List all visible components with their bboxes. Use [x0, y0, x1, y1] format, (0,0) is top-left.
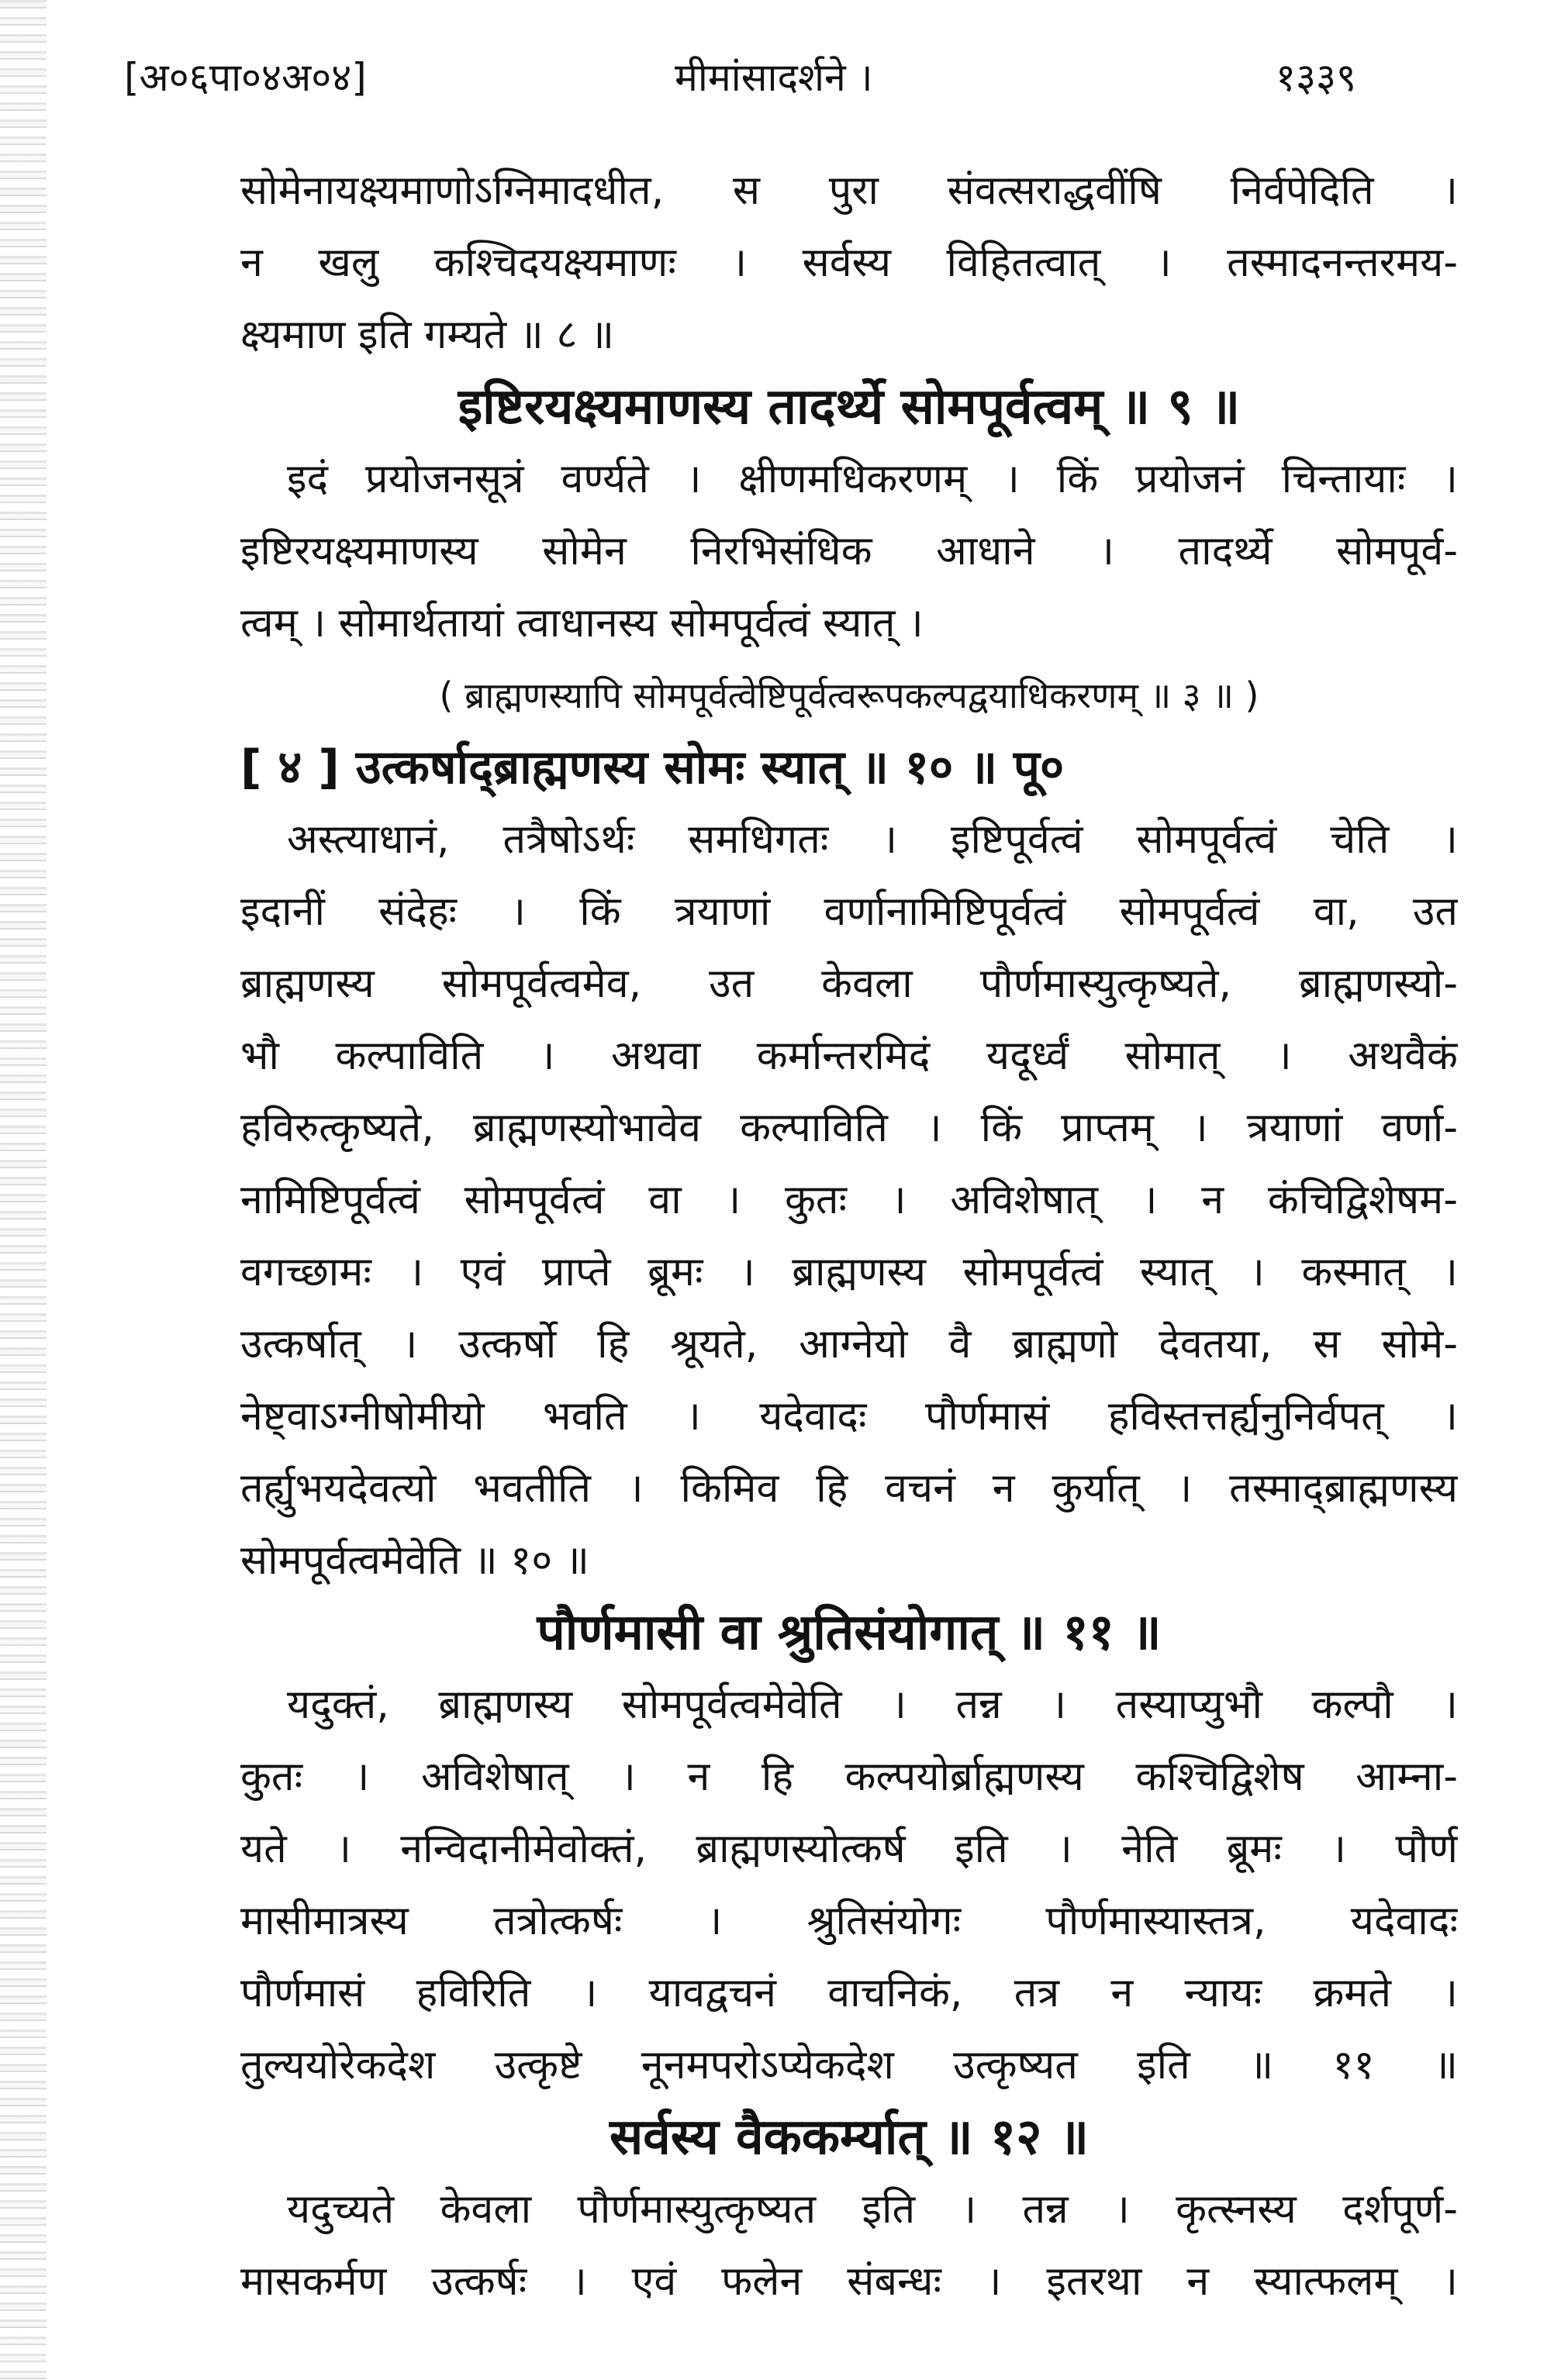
text-line: मासकर्मण उत्कर्षः । एवं फलेन संबन्धः । इतरथा न स्यात्फलम् ।: [240, 2258, 1458, 2305]
text-line: हविरुत्कृष्यते, ब्राह्मणस्योभावेव कल्पाविति । किं प्राप्तम् । त्रयाणां वर्णा-: [240, 1105, 1458, 1151]
text-line: न खलु कश्चिदयक्ष्यमाणः । सर्वस्य विहितत्वात् । तस्मादनन्तरमय-: [240, 240, 1458, 286]
scanned-page-edge: [0, 0, 47, 2380]
text-line: इदं प्रयोजनसूत्रं वर्ण्यते । क्षीणमधिकरणम् । किं प्रयोजनं चिन्तायाः ।: [287, 456, 1458, 502]
text-line: यदुक्तं, ब्राह्मणस्य सोमपूर्वत्वमेवेति । तन्न । तस्याप्युभौ कल्पौ ।: [287, 1682, 1458, 1728]
sutra-heading: सर्वस्य वैककर्म्यात् ॥ १२ ॥: [609, 2109, 1090, 2166]
text-line: तर्ह्युभयदेवत्यो भवतीति । किमिव हि वचनं न कुर्यात् । तस्माद्ब्राह्मणस्य: [240, 1465, 1458, 1512]
body-text: [240, 155, 1458, 2318]
text-line: सोमपूर्वत्वमेवेति ॥ १० ॥: [240, 1537, 589, 1584]
sutra-heading: पौर्णमासी वा श्रुतिसंयोगात् ॥ ११ ॥: [537, 1604, 1162, 1661]
text-line: इदानीं संदेहः । किं त्रयाणां वर्णानामिष्टिपूर्वत्वं सोमपूर्वत्वं वा, उत: [240, 888, 1458, 935]
text-line: अस्त्याधानं, तत्रैषोऽर्थः समधिगतः । इष्टिपूर्वत्वं सोमपूर्वत्वं चेति ।: [287, 816, 1458, 863]
adhikarana-title: ( ब्राह्मणस्यापि सोमपूर्वत्वेष्टिपूर्वत्वरूपकल्पद्वयाधिकरणम् ॥ ३ ॥ ): [439, 674, 1259, 716]
text-line: ब्राह्मणस्य सोमपूर्वत्वमेव, उत केवला पौर्णमास्युत्कृष्यते, ब्राह्मणस्यो-: [240, 961, 1458, 1007]
text-line: नेष्ट्वाऽग्नीषोमीयो भवति । यदेवादः पौर्णमासं हविस्तत्तर्ह्यनुनिर्वपत् ।: [240, 1393, 1458, 1440]
text-line: सोमेनायक्ष्यमाणोऽग्निमादधीत, स पुरा संवत्सराद्धवींषि निर्वपेदिति ।: [240, 167, 1458, 214]
sutra-heading: इष्टिरयक्ष्यमाणस्य तादर्थ्ये सोमपूर्वत्वम् ॥ ९ ॥: [458, 378, 1241, 436]
text-line: इष्टिरयक्ष्यमाणस्य सोमेन निरभिसंधिक आधाने । तादर्थ्ये सोमपूर्व-: [240, 528, 1458, 574]
text-line: तुल्ययोरेकदेश उत्कृष्टे नूनमपरोऽप्येकदेश उत्कृष्यत इति ॥ ११ ॥: [240, 2042, 1458, 2089]
running-title: मीमांसादर्शने ।: [675, 55, 873, 100]
text-line: पौर्णमासं हविरिति । यावद्वचनं वाचनिकं, तत्र न न्यायः क्रमते ।: [240, 1970, 1458, 2016]
text-line: नामिष्टिपूर्वत्वं सोमपूर्वत्वं वा । कुतः । अविशेषात् । न कंचिद्विशेषम-: [240, 1177, 1458, 1223]
text-line: यदुच्यते केवला पौर्णमास्युत्कृष्यत इति । तन्न । कृत्स्नस्य दर्शपूर्ण-: [287, 2186, 1458, 2233]
text-line: यते । नन्विदानीमेवोक्तं, ब्राह्मणस्योत्कर्ष इति । नेति ब्रूमः । पौर्ण: [240, 1826, 1458, 1872]
chapter-reference: [अ०६पा०४अ०४]: [124, 55, 367, 100]
text-line: कुतः । अविशेषात् । न हि कल्पयोर्ब्राह्मणस्य कश्चिद्विशेष आम्ना-: [240, 1754, 1458, 1800]
text-line: त्वम् । सोमार्थतायां त्वाधानस्य सोमपूर्वत्वं स्यात् ।: [240, 600, 924, 647]
sutra-heading: [ ४ ] उत्कर्षाद्ब्राह्मणस्य सोमः स्यात् ॥ १० ॥ पू०: [240, 740, 1065, 795]
text-line: वगच्छामः । एवं प्राप्ते ब्रूमः । ब्राह्मणस्य सोमपूर्वत्वं स्यात् । कस्मात् ।: [240, 1249, 1458, 1295]
text-line: भौ कल्पाविति । अथवा कर्मान्तरमिदं यदूर्ध्वं सोमात् । अथवैकं: [240, 1033, 1458, 1079]
text-line: उत्कर्षात् । उत्कर्षो हि श्रूयते, आग्नेयो वै ब्राह्मणो देवतया, स सोमे-: [240, 1321, 1458, 1368]
text-line: मासीमात्रस्य तत्रोत्कर्षः । श्रुतिसंयोगः पौर्णमास्यास्तत्र, यदेवादः: [240, 1898, 1458, 1944]
text-line: क्ष्यमाण इति गम्यते ॥ ८ ॥: [240, 312, 615, 358]
page-number: १३३९: [1276, 55, 1356, 100]
